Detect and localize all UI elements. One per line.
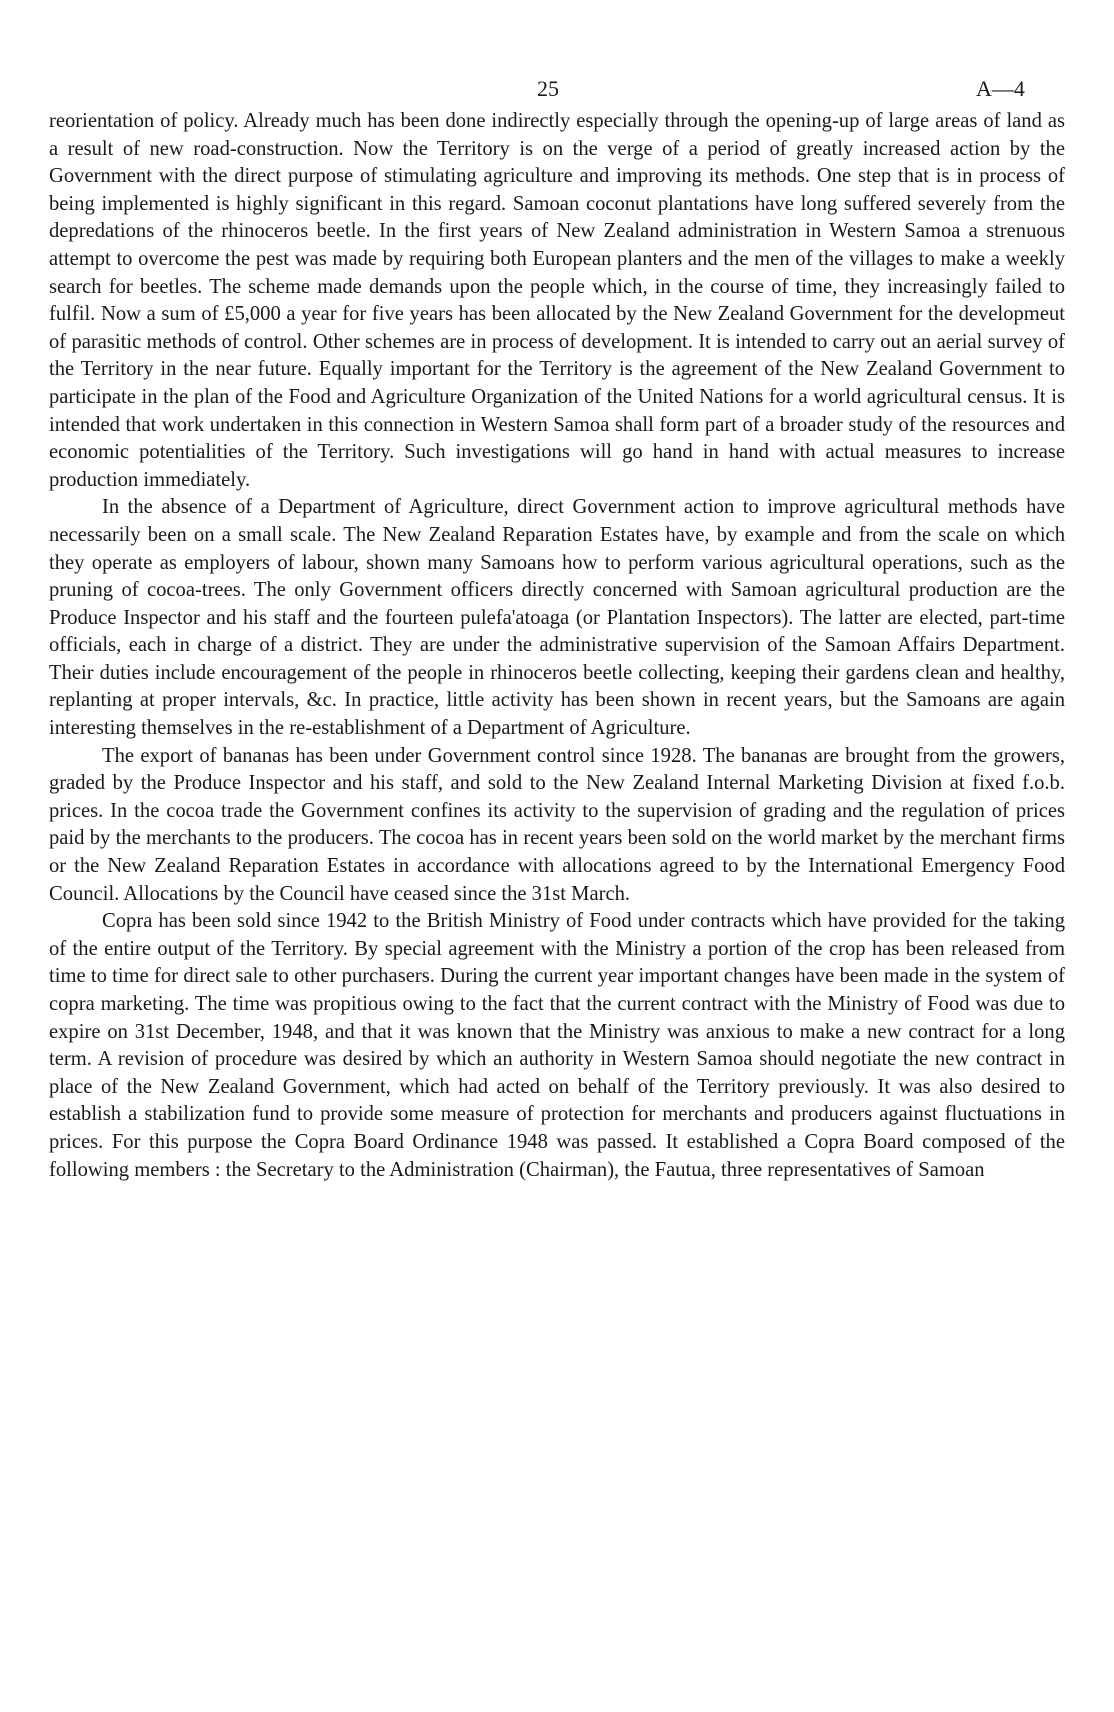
paragraph-banana-cocoa-export: The export of bananas has been under Government control since 1928. The bananas are brought from the growers, graded by the Produce Inspector and his staff, and sold to the New Zealand Internal Marketing Division at fixed f.o.b. prices. In the cocoa trade the Government confines its activity to the supervision of grading and the regulation of prices paid by the merchants to the producers. The cocoa has in recent years been sold on the world market by the merchant firms or the New Zealand Reparation Estates in accordance with allocations agreed to by the International Emergency Food Council. Allocations by the Council have ceased since the 31st March.: [49, 744, 1065, 905]
paragraph-agricultural-methods: In the absence of a Department of Agriculture, direct Government action to improve agricultural methods have necessarily been on a small scale. The New Zealand Reparation Estates have, by example and from the scale on which they operate as employers of labour, shown many Samoans how to perform various agricultural operations, such as the pruning of cocoa-trees. The only Government officers directly concerned with Samoan agricultural production are the Produce Inspector and his staff and the fourteen pulefa'atoaga (or Plantation Inspectors). The latter are elected, part-time officials, each in charge of a district. They are under the administrative supervision of the Samoan Affairs Department. Their duties include encouragement of the people in rhinoceros beetle collecting, keeping their gardens clean and healthy, replanting at proper intervals, &c. In practice, little activity has been shown in recent years, but the Samoans are again interesting themselves in the re-establishment of a Department of Agriculture.: [49, 496, 1065, 740]
document-reference: A—4: [976, 76, 1025, 101]
paragraph-policy-reorientation: reorientation of policy. Already much has been done indirectly especially through the opening-up of large areas of land as a result of new road-construction. Now the Territory is on the verge of a period of greatly increased action by the Government with the direct purpose of stimulating agriculture and improving its methods. One step that is in process of being implemented is highly significant in this regard. Samoan coconut plantations have long suffered severely from the depredations of the rhinoceros beetle. In the first years of New Zealand administration in Western Samoa a strenuous attempt to overcome the pest was made by requiring both European planters and the men of the villages to make a weekly search for beetles. The scheme made demands upon the people which, in the course of time, they increasingly failed to fulfil. Now a sum of £5,000 a year for five years has been allocated by the New Zealand Government for the developmeut of parasitic methods of control. Other schemes are in process of development. It is intended to carry out an aerial survey of the Territory in the near future. Equally important for the Territory is the agreement of the New Zealand Government to participate in the plan of the Food and Agriculture Organization of the United Nations for a world agricultural census. It is intended that work undertaken in this connection in Western Samoa shall form part of a broader study of the resources and economic potentialities of the Territory. Such investigations will go hand in hand with actual measures to increase production immediately.: [49, 110, 1065, 491]
page-number: 25: [537, 76, 559, 101]
body-text: [49, 108, 1065, 1184]
page-header: [0, 76, 1114, 106]
paragraph-copra-marketing: Copra has been sold since 1942 to the British Ministry of Food under contracts which have provided for the taking of the entire output of the Territory. By special agreement with the Ministry a portion of the crop has been released from time to time for direct sale to other purchasers. During the current year important changes have been made in the system of copra marketing. The time was propitious owing to the fact that the current contract with the Ministry of Food was due to expire on 31st December, 1948, and that it was known that the Ministry was anxious to make a new contract for a long term. A revision of procedure was desired by which an authority in Western Samoa should negotiate the new contract in place of the New Zealand Government, which had acted on behalf of the Territory previously. It was also desired to establish a stabilization fund to provide some measure of protection for merchants and producers against fluctuations in prices. For this purpose the Copra Board Ordinance 1948 was passed. It established a Copra Board composed of the following members : the Secretary to the Administration (Chairman), the Fautua, three representatives of Samoan: [49, 910, 1065, 1181]
